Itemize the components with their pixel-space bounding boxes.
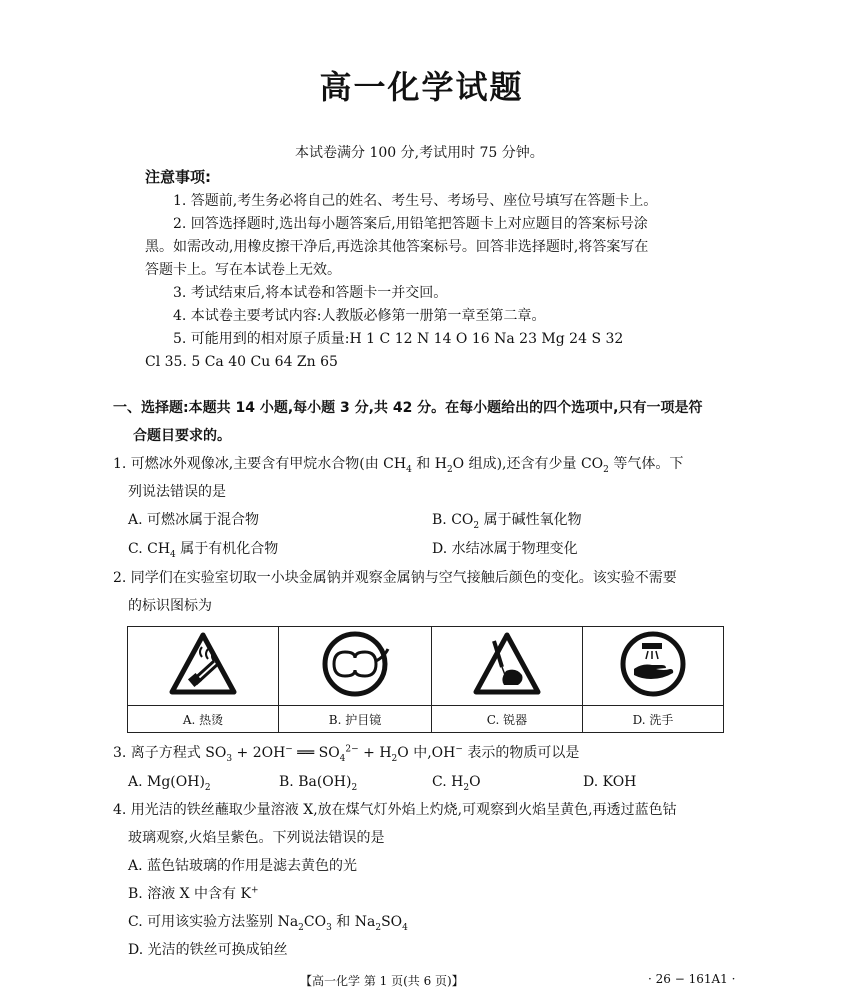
goggles-icon xyxy=(279,627,432,706)
question-1-stem: 1. 可燃冰外观像冰,主要含有甲烷水合物(由 $CH_4$ 和 $H_2O$ 组成),还含有少量 $CO_2$ 等气体。下 xyxy=(113,456,684,475)
q4-option-d: D. 光洁的铁丝可换成铂丝 xyxy=(128,942,288,958)
q4-option-c: C. 可用该实验方法鉴别 $Na_2CO_3$ 和 $Na_2SO_4$ xyxy=(128,914,408,933)
notice-item: 黑。如需改动,用橡皮擦干净后,再选涂其他答案标号。回答非选择题时,将答案写在 xyxy=(145,239,649,255)
question-2-stem-cont: 的标识图标为 xyxy=(128,598,212,614)
question-2-stem: 2. 同学们在实验室切取一小块金属钠并观察金属钠与空气接触后颜色的变化。该实验不需要 xyxy=(113,570,677,586)
notice-item: 5. 可能用到的相对原子质量:H 1 C 12 N 14 O 16 Na 23 Mg 24 S 32 xyxy=(173,331,624,347)
icon-caption-d: D. 洗手 xyxy=(583,706,724,733)
hand-wash-icon xyxy=(583,627,724,706)
q1-option-c: C. $CH_4$ 属于有机化合物 xyxy=(128,541,279,560)
sharp-object-icon xyxy=(432,627,583,706)
exam-intro: 本试卷满分 100 分,考试用时 75 分钟。 xyxy=(295,145,544,161)
notice-item: 3. 考试结束后,将本试卷和答题卡一并交回。 xyxy=(173,285,448,301)
page-footer: 【高一化学 第 1 页(共 6 页)】 xyxy=(300,974,464,988)
section-heading: 一、选择题:本题共 14 小题,每小题 3 分,共 42 分。在每小题给出的四个选项中,只有一项是符 xyxy=(113,400,703,416)
notice-heading: 注意事项: xyxy=(145,168,211,186)
question-3-stem: 3. 离子方程式 $SO_3 + 2OH^-$ ══ $SO_4^{2-} + H_2O$ 中,OH− 表示的物质可以是 xyxy=(113,744,580,764)
notice-item: 4. 本试卷主要考试内容:人教版必修第一册第一章至第二章。 xyxy=(173,308,546,324)
section-heading-cont: 合题目要求的。 xyxy=(133,428,231,444)
page-code: · 26 − 161A1 · xyxy=(648,972,736,986)
question-4-stem: 4. 用光洁的铁丝蘸取少量溶液 X,放在煤气灯外焰上灼烧,可观察到火焰呈黄色,再透过蓝色钴 xyxy=(113,802,677,818)
q3-option-a: A. $Mg(OH)_2$ xyxy=(128,774,211,793)
q4-option-a: A. 蓝色钴玻璃的作用是滤去黄色的光 xyxy=(128,858,358,874)
icon-caption-b: B. 护目镜 xyxy=(279,706,432,733)
q3-option-d: D. KOH xyxy=(583,774,637,790)
exam-title: 高一化学试题 xyxy=(319,68,524,106)
safety-icons-table xyxy=(127,626,724,733)
icon-caption-a: A. 热烫 xyxy=(128,706,279,733)
q1-option-d: D. 水结冰属于物理变化 xyxy=(432,541,578,557)
question-1-stem-cont: 列说法错误的是 xyxy=(128,484,226,500)
q3-option-b: B. $Ba(OH)_2$ xyxy=(279,774,358,793)
notice-item: 1. 答题前,考生务必将自己的姓名、考生号、考场号、座位号填写在答题卡上。 xyxy=(173,193,658,209)
hot-surface-icon xyxy=(128,627,279,706)
q1-option-a: A. 可燃冰属于混合物 xyxy=(128,512,260,528)
q4-option-b: B. 溶液 X 中含有 K+ xyxy=(128,885,259,902)
question-4-stem-cont: 玻璃观察,火焰呈紫色。下列说法错误的是 xyxy=(128,830,385,846)
notice-item: 答题卡上。写在本试卷上无效。 xyxy=(145,262,341,278)
notice-item: 2. 回答选择题时,选出每小题答案后,用铅笔把答题卡上对应题目的答案标号涂 xyxy=(173,216,648,232)
notice-item: Cl 35. 5 Ca 40 Cu 64 Zn 65 xyxy=(145,354,338,370)
icon-caption-c: C. 锐器 xyxy=(432,706,583,733)
q1-option-b: B. $CO_2$ 属于碱性氧化物 xyxy=(432,512,582,531)
q3-option-c: C. $H_2O$ xyxy=(432,774,481,793)
